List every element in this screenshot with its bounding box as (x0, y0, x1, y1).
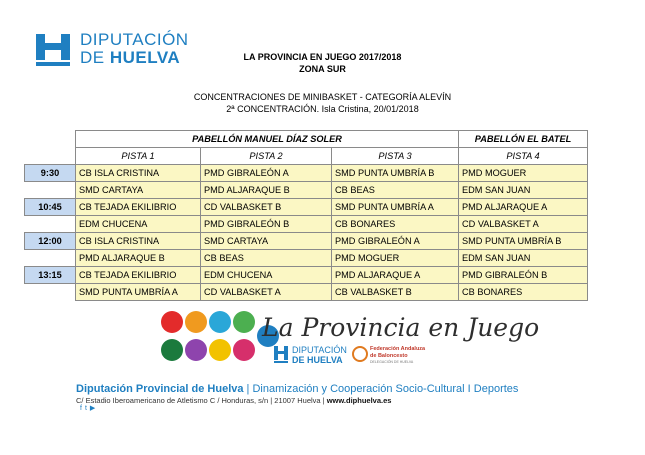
team-cell: CB TEJADA EKILIBRIO (76, 267, 201, 284)
website-link[interactable]: www.diphuelva.es (326, 396, 392, 405)
team-cell: CB BEAS (201, 250, 332, 267)
event-subtitle: CONCENTRACIONES DE MINIBASKET - CATEGORÍA ALEVÍN (193, 92, 452, 102)
la-provincia-en-juego-logo (160, 308, 540, 378)
page-title: LA PROVINCIA EN JUEGO 2017/2018 (243, 52, 402, 62)
team-cell: PMD ALJARAQUE A (459, 199, 588, 216)
time-slot: 10:45 (25, 199, 76, 216)
team-cell: CB ISLA CRISTINA (76, 165, 201, 182)
team-cell: PMD ALJARAQUE B (201, 182, 332, 199)
team-cell: PMD MOGUER (332, 250, 459, 267)
team-cell: CB TEJADA EKILIBRIO (76, 199, 201, 216)
table-row (25, 216, 588, 233)
svg-text:DE HUELVA: DE HUELVA (292, 355, 343, 365)
svg-text:de Baloncesto: de Baloncesto (370, 353, 408, 359)
team-cell: EDM CHUCENA (201, 267, 332, 284)
team-cell: CD VALBASKET A (201, 284, 332, 301)
time-slot: 13:15 (25, 267, 76, 284)
pista-header: PISTA 1 (76, 148, 201, 165)
team-cell: EDM SAN JUAN (459, 250, 588, 267)
table-row (25, 165, 588, 182)
slogan-text: La Provincia en Juego (262, 313, 540, 342)
svg-text:DIPUTACIÓN: DIPUTACIÓN (292, 345, 347, 355)
pista-header: PISTA 3 (332, 148, 459, 165)
team-cell: SMD PUNTA UMBRÍA B (459, 233, 588, 250)
svg-text:Federación Andaluza: Federación Andaluza (370, 346, 426, 352)
team-cell: PMD GIBRALEÓN A (201, 165, 332, 182)
partner-diputacion-logo (274, 345, 347, 365)
team-cell: PMD GIBRALEÓN A (332, 233, 459, 250)
team-cell: CB ISLA CRISTINA (76, 233, 201, 250)
schedule-table (24, 130, 588, 301)
team-cell: PMD ALJARAQUE A (332, 267, 459, 284)
team-cell: SMD PUNTA UMBRÍA B (332, 165, 459, 182)
team-cell: CD VALBASKET B (201, 199, 332, 216)
venue-header-1: PABELLÓN MANUEL DÍAZ SOLER (76, 131, 459, 148)
youtube-icon[interactable]: ▶ (89, 405, 99, 412)
team-cell: PMD MOGUER (459, 165, 588, 182)
twitter-icon[interactable]: t (84, 405, 90, 412)
table-row (25, 284, 588, 301)
footer-organization: Diputación Provincial de Huelva | Dinamización y Cooperación Socio-Cultural I Deportes (76, 383, 519, 395)
team-cell: CD VALBASKET A (459, 216, 588, 233)
team-cell: SMD PUNTA UMBRÍA A (76, 284, 201, 301)
team-cell: CB BONARES (332, 216, 459, 233)
table-row (25, 199, 588, 216)
team-cell: CB VALBASKET B (332, 284, 459, 301)
team-cell: SMD PUNTA UMBRÍA A (332, 199, 459, 216)
facebook-icon[interactable]: f (80, 405, 85, 412)
schedule-body (25, 165, 588, 301)
table-row (25, 233, 588, 250)
team-cell: EDM CHUCENA (76, 216, 201, 233)
logo-line1: DIPUTACIÓN (80, 30, 189, 49)
team-cell: SMD CARTAYA (76, 182, 201, 199)
concentration-info: 2ª CONCENTRACIÓN. Isla Cristina, 20/01/2018 (226, 104, 419, 114)
team-cell: EDM SAN JUAN (459, 182, 588, 199)
table-row (25, 182, 588, 199)
pista-header: PISTA 4 (459, 148, 588, 165)
table-row (25, 267, 588, 284)
time-slot: 12:00 (25, 233, 76, 250)
time-slot: 9:30 (25, 165, 76, 182)
logo-h-mark-icon (34, 32, 72, 68)
team-cell: PMD ALJARAQUE B (76, 250, 201, 267)
team-cell: PMD GIBRALEÓN B (459, 267, 588, 284)
pista-header: PISTA 2 (201, 148, 332, 165)
federation-logo (353, 346, 426, 364)
team-cell: CB BEAS (332, 182, 459, 199)
team-cell: SMD CARTAYA (201, 233, 332, 250)
logo-line2: DE HUELVA (80, 48, 181, 67)
team-cell: PMD GIBRALEÓN B (201, 216, 332, 233)
venue-header-2: PABELLÓN EL BATEL (459, 131, 588, 148)
table-row (25, 250, 588, 267)
team-cell: CB BONARES (459, 284, 588, 301)
social-icons (80, 404, 98, 412)
footer-address: C/ Estadio Iberoamericano de Atletismo C / Honduras, s/n | 21007 Huelva | www.diphuelva.es (76, 396, 392, 405)
zone-label: ZONA SUR (299, 64, 346, 74)
svg-text:DELEGACIÓN DE HUELVA: DELEGACIÓN DE HUELVA (370, 360, 414, 364)
